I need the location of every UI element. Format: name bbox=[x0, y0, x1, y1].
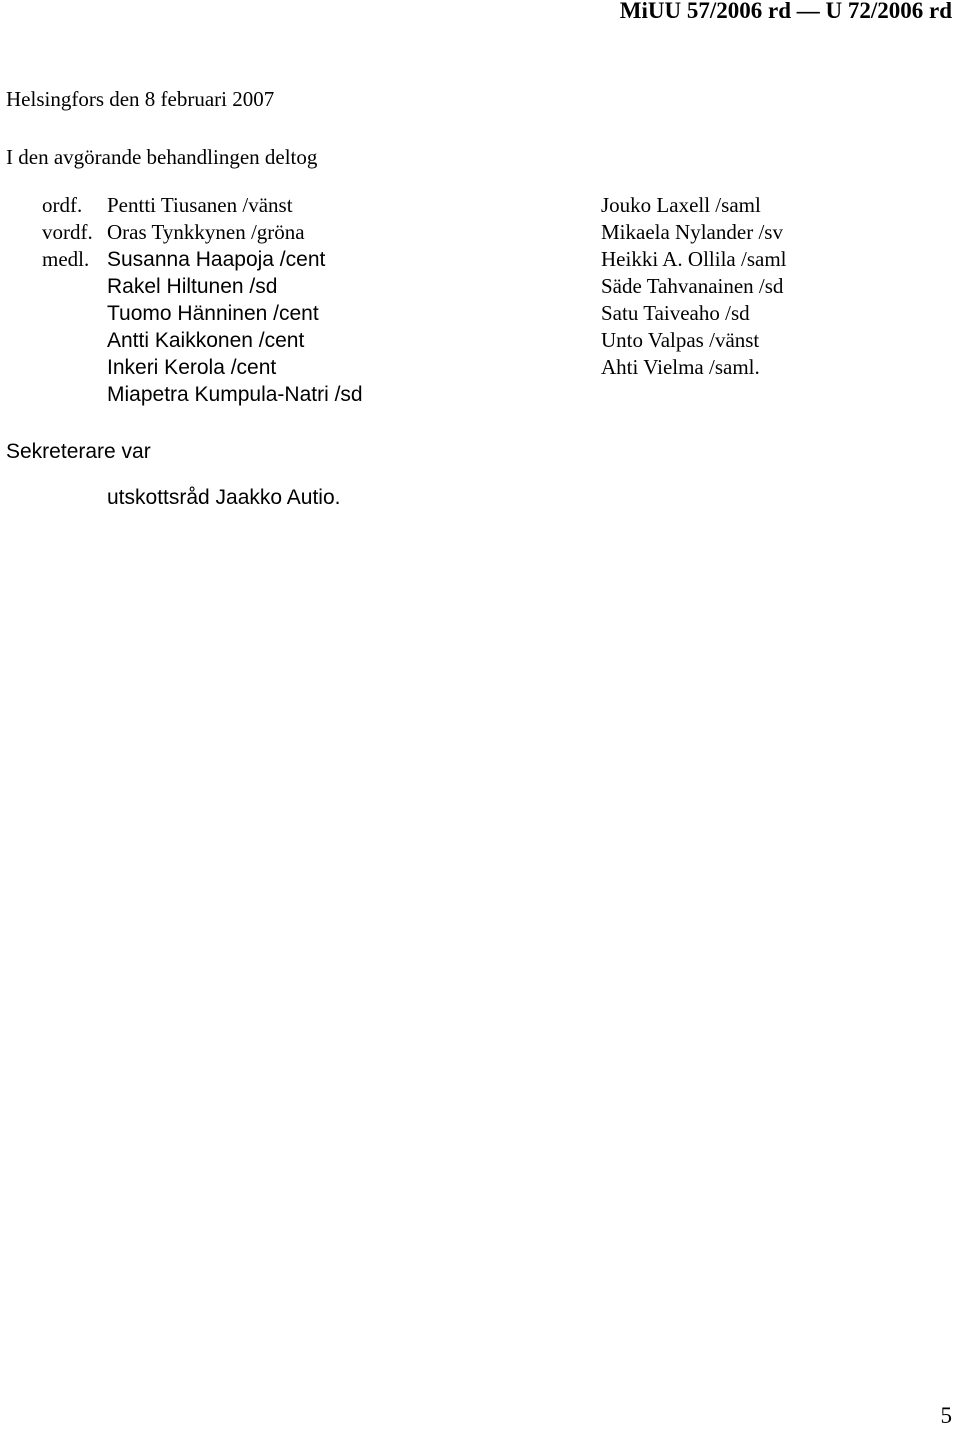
member-name: Antti Kaikkonen /cent bbox=[107, 329, 305, 352]
member-name: Inkeri Kerola /cent bbox=[107, 356, 277, 379]
role-chair: ordf. bbox=[42, 193, 83, 217]
role-member: medl. bbox=[42, 247, 90, 271]
member-name: Mikaela Nylander /sv bbox=[601, 220, 783, 244]
member-name: Miapetra Kumpula-Natri /sd bbox=[107, 383, 363, 406]
members-right-column bbox=[601, 192, 786, 381]
member-name: Oras Tynkkynen /gröna bbox=[107, 220, 305, 244]
member-name: Susanna Haapoja /cent bbox=[107, 248, 326, 271]
secretary-name: utskottsråd Jaakko Autio. bbox=[107, 486, 341, 509]
date-line: Helsingfors den 8 februari 2007 bbox=[6, 87, 275, 111]
intro-line: I den avgörande behandlingen deltog bbox=[6, 145, 318, 169]
member-name: Satu Taiveaho /sd bbox=[601, 301, 750, 325]
member-name: Heikki A. Ollila /saml bbox=[601, 247, 787, 271]
member-name: Pentti Tiusanen /vänst bbox=[107, 193, 293, 217]
page-number: 5 bbox=[940, 1403, 952, 1428]
members-left-column bbox=[107, 192, 363, 408]
member-name: Ahti Vielma /saml. bbox=[601, 355, 760, 379]
document-reference: MiUU 57/2006 rd — U 72/2006 rd bbox=[619, 0, 952, 23]
secretary-label: Sekreterare var bbox=[6, 440, 151, 463]
member-name: Säde Tahvanainen /sd bbox=[601, 274, 784, 298]
member-name: Tuomo Hänninen /cent bbox=[107, 302, 319, 325]
member-name: Jouko Laxell /saml bbox=[601, 193, 761, 217]
member-name: Rakel Hiltunen /sd bbox=[107, 275, 278, 298]
role-vice-chair: vordf. bbox=[42, 220, 93, 244]
member-name: Unto Valpas /vänst bbox=[601, 328, 760, 352]
roles-column bbox=[42, 192, 93, 273]
